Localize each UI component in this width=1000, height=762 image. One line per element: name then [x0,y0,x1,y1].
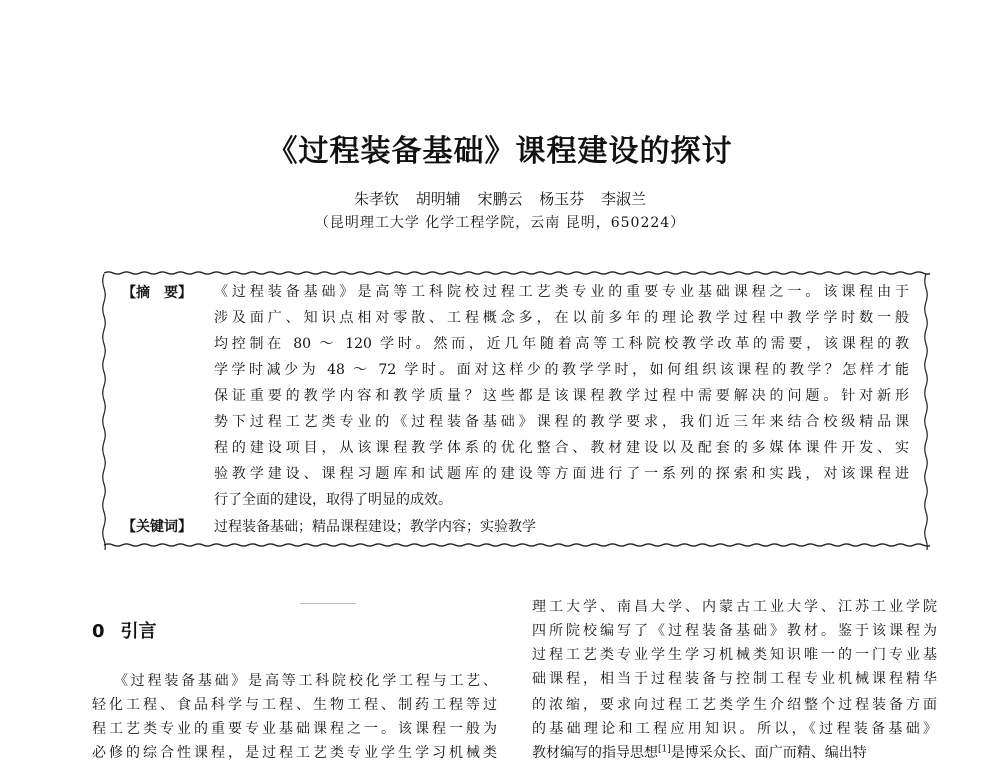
abstract-line: 程的建设项目，从该课程教学体系的优化整合、教材建设以及配套的多媒体课件开发、实 [214,440,909,456]
section-heading [92,617,157,643]
body-line: 理工大学、南昌大学、内蒙古工业大学、江苏工业学院 [532,599,937,615]
body-line: 必修的综合性课程，是过程工艺类专业学生学习机械类 [92,745,497,761]
abstract-label: 【摘 要】 [122,285,192,301]
body-line [532,742,937,762]
abstract-line: 均控制在 80 ～ 120 学时。然而，近几年随着高等工科院校教学改革的需要，该课程的教 [214,336,909,352]
body-line: 过程工艺类专业学生学习机械类知识唯一的一门专业基 [532,647,937,663]
body-line-text: 教材编写的指导思想 [532,745,658,761]
body-line: 轻化工程、食品科学与工程、生物工程、制药工程等过 [92,697,497,713]
body-line: 础课程，相当于过程装备与控制工程专业机械课程精华 [532,671,937,687]
section-title: 引言 [120,621,157,642]
abstract-line: 涉及面广、知识点相对零散、工程概念多，在以前多年的理论教学过程中教学学时数一般 [214,310,909,326]
section-number: 0 [92,621,105,642]
citation-ref[interactable]: [1] [658,744,671,755]
abstract-box [100,268,930,550]
body-line: 四所院校编写了《过程装备基础》教材。鉴于该课程为 [532,623,937,639]
abstract-line: 保证重要的教学内容和教学质量？这些都是该课程教学过程中需要解决的问题。针对新形 [214,388,909,404]
keywords-label: 【关键词】 [122,519,192,535]
affiliation: （昆明理工大学 化学工程学院，云南 昆明，650224） [314,215,686,231]
keywords-text: 过程装备基础；精品课程建设；教学内容；实验教学 [214,519,536,535]
body-line: 《过程装备基础》是高等工科院校化学工程与工艺、 [114,673,497,689]
body-line: 程工艺类专业的重要专业基础课程之一。该课程一般为 [92,721,497,737]
paper-title: 《过程装备基础》课程建设的探讨 [267,134,733,169]
author-list: 朱孝钦 胡明辅 宋鹏云 杨玉芬 李淑兰 [353,190,647,208]
abstract-line: 行了全面的建设，取得了明显的成效。 [214,492,452,508]
body-line: 的浓缩，要求向过程工艺类学生介绍整个过程装备方面 [532,697,937,713]
abstract-line: 验教学建设、课程习题库和试题库的建设等方面进行了一系列的探索和实践，对该课程进 [214,466,909,482]
section-divider [300,603,356,604]
abstract-line: 《过程装备基础》是高等工科院校过程工艺类专业的重要专业基础课程之一。该课程由于 [214,284,909,300]
abstract-line: 学学时减少为 48 ～ 72 学时。面对这样少的教学学时，如何组织该课程的教学？怎样才能 [214,362,909,378]
abstract-line: 势下过程工艺类专业的《过程装备基础》课程的教学要求，我们近三年来结合校级精品课 [214,414,909,430]
body-line: 的基础理论和工程应用知识。所以，《过程装备基础》 [532,721,937,737]
body-line-tail: 是博采众长、面广而精、编出特 [670,745,867,761]
